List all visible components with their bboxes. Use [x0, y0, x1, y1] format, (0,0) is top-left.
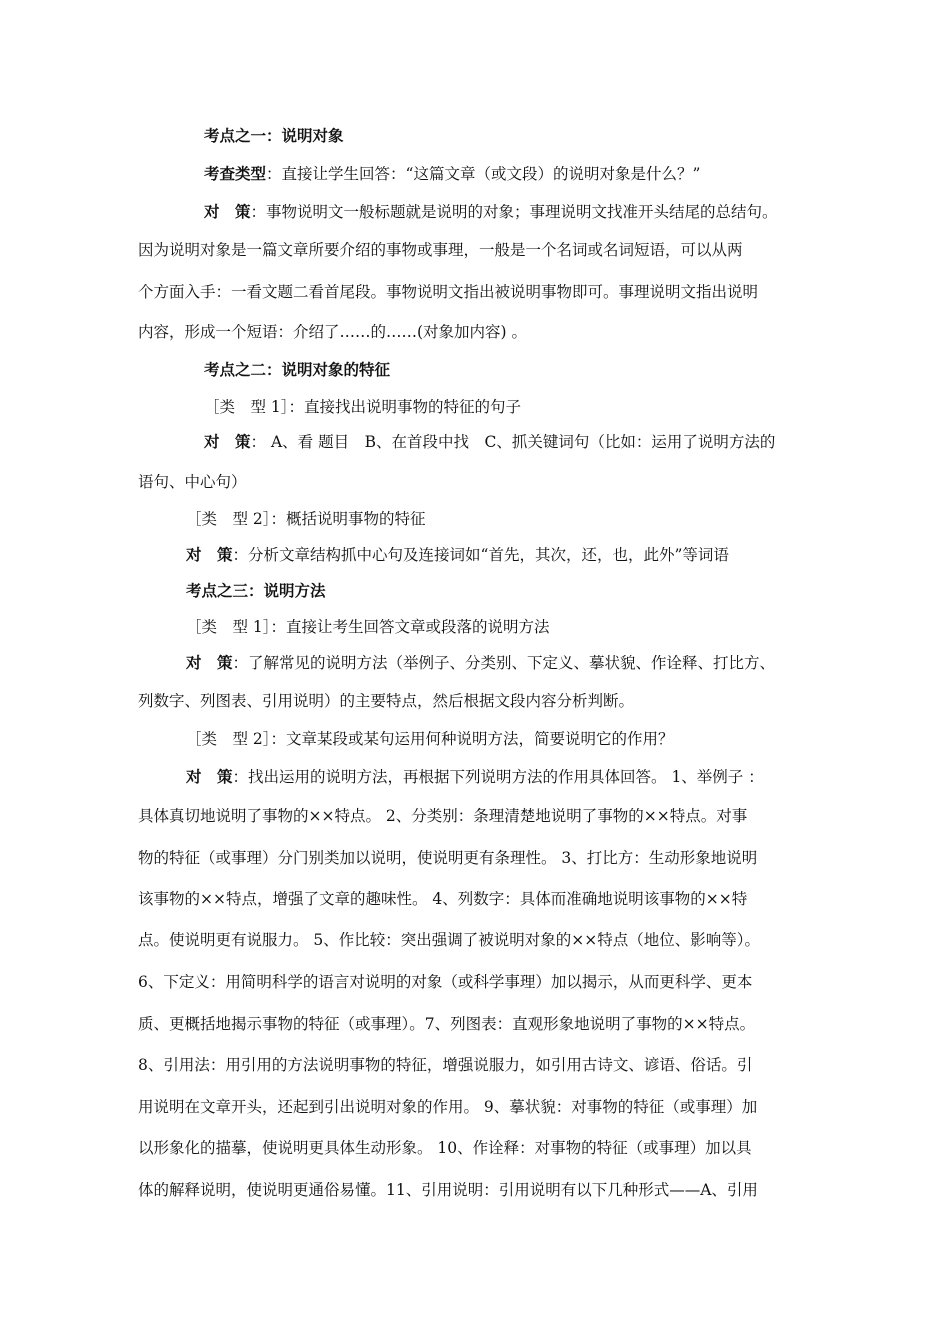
text-line: ［类 型 2］：文章某段或某句运用何种说明方法，简要说明它的作用？ — [186, 730, 674, 748]
text-line: 列数字、列图表、引用说明）的主要特点，然后根据文段内容分析判断。 — [138, 692, 635, 710]
text-line: 对 策：找出运用的说明方法，再根据下列说明方法的作用具体回答。 1、举例子 ： — [186, 767, 764, 786]
text-line: 对 策：事物说明文一般标题就是说明的对象；事理说明文找准开头结尾的总结句。 — [204, 202, 778, 221]
text-line: 个方面入手：一看文题二看首尾段。事物说明文指出被说明事物即可。事理说明文指出说明 — [138, 283, 759, 301]
text-line: 体的解释说明，使说明更通俗易懂。11、引用说明：引用说明有以下几种形式——A、引用 — [138, 1181, 758, 1199]
text-line: 以形象化的描摹，使说明更具体生动形象。 10、作诠释：对事物的特征（或事理）加以具 — [138, 1139, 752, 1157]
text-line: 因为说明对象是一篇文章所要介绍的事物或事理，一般是一个名词或名词短语，可以从两 — [138, 241, 743, 259]
text-line: ［类 型 2］：概括说明事物的特征 — [186, 510, 426, 528]
text-line: 内容，形成一个短语：介绍了……的……(对象加内容) 。 — [138, 323, 528, 341]
text-line: 6、下定义：用简明科学的语言对说明的对象（或科学事理）加以揭示，从而更科学、更本 — [138, 973, 753, 991]
text-line: 质、更概括地揭示事物的特征（或事理）。7、列图表：直观形象地说明了事物的××特点。 — [138, 1015, 756, 1033]
text-line: 对 策： A、看 题目 B、在首段中找 C、抓关键词句（比如：运用了说明方法的 — [204, 432, 776, 451]
text-line: ［类 型 1］：直接让考生回答文章或段落的说明方法 — [186, 618, 550, 636]
text-line: 语句、中心句） — [138, 473, 247, 491]
text-line: 点。使说明更有说服力。 5、作比较：突出强调了被说明对象的××特点（地位、影响等）。 — [138, 931, 761, 949]
text-line: 考点之一：说明对象 — [204, 126, 344, 145]
text-line: 该事物的××特点，增强了文章的趣味性。 4、列数字：具体而准确地说明该事物的××特 — [138, 890, 748, 908]
text-line: 考点之二：说明对象的特征 — [204, 360, 391, 379]
text-line: 8、引用法：用引用的方法说明事物的特征，增强说服力，如引用古诗文、谚语、俗话。引 — [138, 1056, 753, 1074]
text-line: ［类 型 1］：直接找出说明事物的特征的句子 — [204, 398, 522, 416]
text-line: 考点之三：说明方法 — [186, 581, 326, 600]
text-line: 用说明在文章开头，还起到引出说明对象的作用。 9、摹状貌：对事物的特征（或事理）加 — [138, 1098, 758, 1116]
text-line: 对 策：了解常见的说明方法（举例子、分类别、下定义、摹状貌、作诠释、打比方、 — [186, 653, 776, 672]
text-line: 具体真切地说明了事物的××特点。 2、分类别：条理清楚地说明了事物的××特点。对事 — [138, 807, 748, 825]
text-line: 考查类型：直接让学生回答：“这篇文章（或文段）的说明对象是什么？” — [204, 164, 701, 183]
text-line: 物的特征（或事理）分门别类加以说明，使说明更有条理性。 3、打比方：生动形象地说明 — [138, 849, 758, 867]
text-line: 对 策：分析文章结构抓中心句及连接词如“首先，其次，还，也，此外”等词语 — [186, 545, 729, 564]
